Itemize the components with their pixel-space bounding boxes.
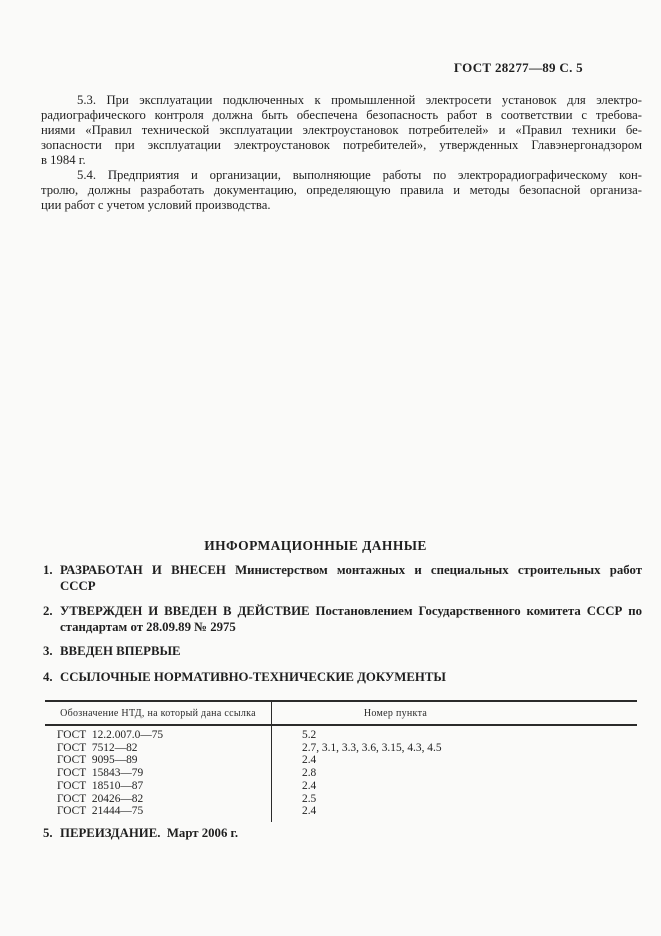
table-cell-clause: 2.5	[302, 792, 317, 805]
table-row	[45, 726, 637, 742]
list-item-first-edition	[43, 644, 642, 660]
list-item-text	[60, 644, 642, 660]
list-item-reference-docs	[43, 670, 642, 686]
list-item-text	[60, 826, 642, 842]
list-item-line: стандартам от 28.09.89 № 2975	[60, 619, 236, 634]
paragraph-line: ции работ с учетом условий производства.	[41, 198, 271, 212]
table-header-row	[45, 702, 637, 726]
list-item-developed	[43, 563, 642, 594]
list-item-number: 3.	[43, 644, 53, 658]
list-item-text	[60, 563, 642, 594]
list-item-number: 1.	[43, 563, 53, 577]
table-cell-clause: 2.8	[302, 767, 317, 780]
table-cell-designation: ГОСТ 15843—79	[45, 767, 272, 780]
table-row	[45, 767, 637, 780]
table-cell-designation: ГОСТ 20426—82	[45, 793, 272, 806]
paragraph-5-4	[41, 168, 642, 213]
list-item-line: ПЕРЕИЗДАНИЕ. Март 2006 г.	[60, 826, 239, 840]
list-item-line: ССЫЛОЧНЫЕ НОРМАТИВНО-ТЕХНИЧЕСКИЕ ДОКУМЕНТЫ	[60, 670, 446, 684]
table-body	[45, 726, 637, 822]
table-cell-clause: 2.7, 3.1, 3.3, 3.6, 3.15, 4.3, 4.5	[302, 741, 442, 754]
body-paragraphs	[41, 93, 642, 213]
table-row	[45, 780, 637, 793]
table-row	[45, 805, 637, 822]
paragraph-line: ниями «Правил технической эксплуатации электроустановок потребителей» и «Правил техники бе-	[41, 123, 642, 137]
table-row	[45, 754, 637, 767]
table-cell-clause: 2.4	[302, 754, 317, 767]
paragraph-5-3	[41, 93, 642, 168]
list-item-line: УТВЕРЖДЕН И ВВЕДЕН В ДЕЙСТВИЕ Постановлением Государственного комитета СССР по	[60, 604, 642, 618]
paragraph-line: 5.4. Предприятия и организации, выполняющие работы по электрорадиографическому кон-	[77, 168, 642, 182]
list-item-line: РАЗРАБОТАН И ВНЕСЕН Министерством монтажных и специальных строительных работ	[60, 563, 642, 577]
list-item-number: 2.	[43, 604, 53, 618]
table-header-cell-clause: Номер пункта	[363, 707, 428, 719]
list-item-number: 5.	[43, 826, 53, 840]
table-cell-designation: ГОСТ 18510—87	[45, 780, 272, 793]
list-item-approved	[43, 604, 642, 635]
table-row	[45, 742, 637, 755]
table-row	[45, 793, 637, 806]
paragraph-line: тролю, должны разработать документацию, определяющую правила и методы безопасной организа-	[41, 183, 642, 197]
paragraph-line: в 1984 г.	[41, 153, 86, 167]
section-title: ИНФОРМАЦИОННЫЕ ДАННЫЕ	[204, 538, 427, 553]
table-header-cell-designation: Обозначение НТД, на который дана ссылка	[45, 702, 272, 724]
list-item-reissue	[43, 826, 642, 842]
list-item-line: ВВЕДЕН ВПЕРВЫЕ	[60, 644, 181, 658]
table-cell-designation: ГОСТ 21444—75	[45, 805, 272, 822]
ntd-reference-table	[45, 700, 637, 822]
table-cell-designation: ГОСТ 9095—89	[45, 754, 272, 767]
list-item-number: 4.	[43, 670, 53, 684]
table-cell-designation: ГОСТ 12.2.007.0—75	[45, 726, 272, 742]
table-cell-clause: 2.4	[302, 779, 317, 792]
list-item-text	[60, 670, 642, 686]
paragraph-line: 5.3. При эксплуатации подключенных к промышленной электросети установок для электро-	[77, 93, 642, 107]
paragraph-line: зопасности при эксплуатации электроустановок потребителей», утвержденных Главэнергонадзором	[41, 138, 642, 152]
table-cell-designation: ГОСТ 7512—82	[45, 742, 272, 755]
table-cell-clause: 2.4	[302, 805, 317, 818]
list-item-text	[60, 604, 642, 635]
list-item-line: СССР	[60, 578, 96, 593]
table-cell-clause: 5.2	[302, 729, 317, 741]
paragraph-line: радиографического контроля должна быть обеспечена безопасность работ в соответствии с требова-	[41, 108, 642, 122]
page-header: ГОСТ 28277—89 С. 5	[453, 60, 583, 75]
